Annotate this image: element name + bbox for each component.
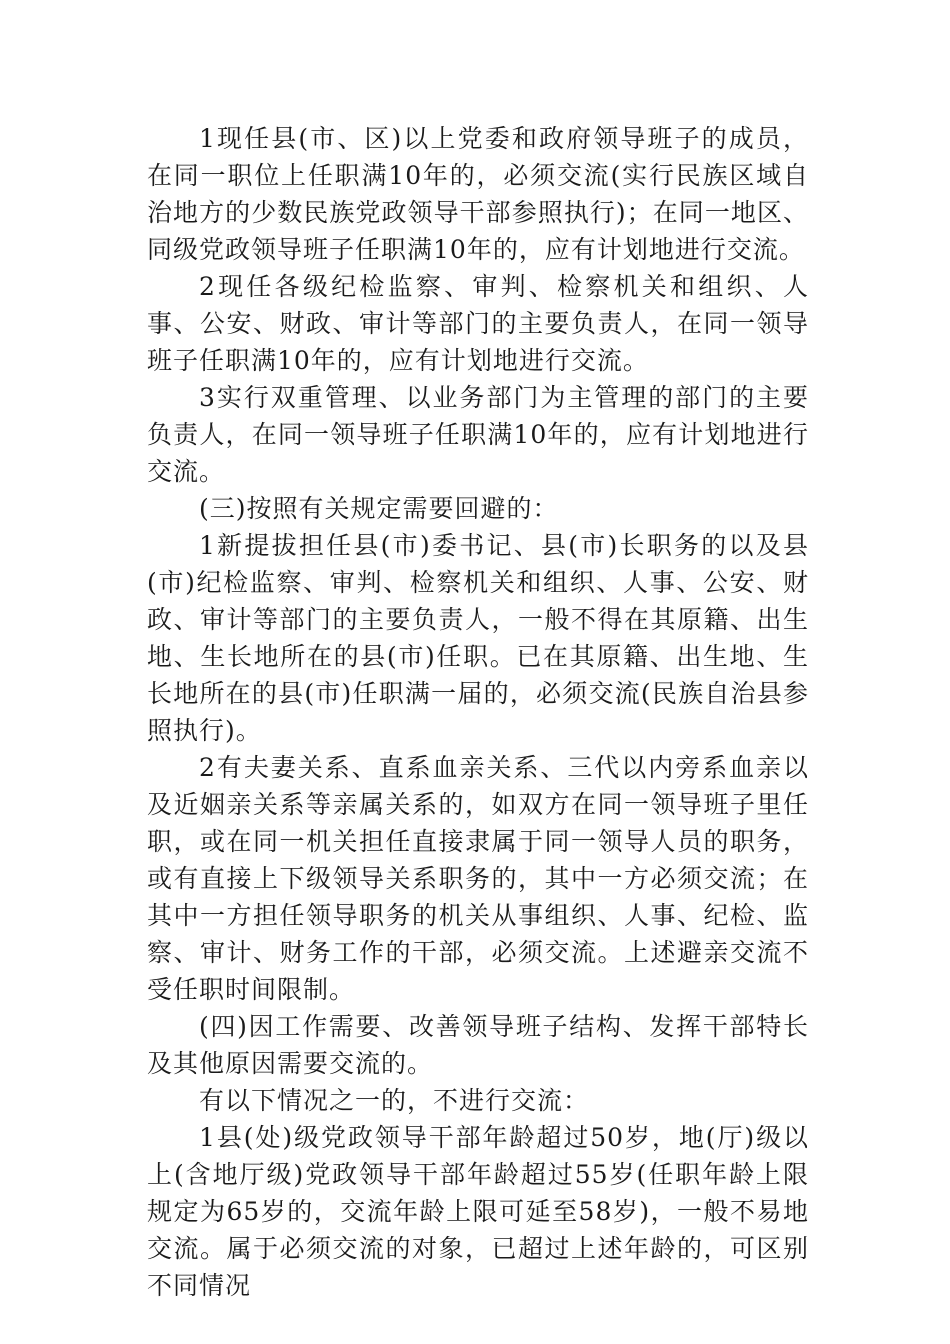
document-body xyxy=(147,120,809,1304)
paragraph-3: 3实行双重管理、以业务部门为主管理的部门的主要负责人，在同一领导班子任职满10年的，应有计划地进行交流。 xyxy=(147,383,809,486)
paragraph-2: 2现任各级纪检监察、审判、检察机关和组织、人事、公安、财政、审计等部门的主要负责人，在同一领导班子任职满10年的，应有计划地进行交流。 xyxy=(147,272,809,375)
paragraph-4: 1新提拔担任县(市)委书记、县(市)长职务的以及县(市)纪检监察、审判、检察机关和组织、人事、公安、财政、审计等部门的主要负责人，一般不得在其原籍、出生地、生长地所在的县(市)任职。已在其原籍、出生地、生长地所在的县(市)任职满一届的，必须交流(民族自治县参照执行)。 xyxy=(147,531,809,745)
section-heading-4: (四)因工作需要、改善领导班子结构、发挥干部特长及其他原因需要交流的。 xyxy=(147,1012,809,1078)
section-heading-3: (三)按照有关规定需要回避的： xyxy=(199,494,559,523)
paragraph-5: 2有夫妻关系、直系血亲关系、三代以内旁系血亲以及近姻亲关系等亲属关系的，如双方在同一领导班子里任职，或在同一机关担任直接隶属于同一领导人员的职务，或有直接上下级领导关系职务的，其中一方必须交流；在其中一方担任领导职务的机关从事组织、人事、纪检、监察、审计、财务工作的干部，必须交流。上述避亲交流不受任职时间限制。 xyxy=(147,753,809,1004)
paragraph-6: 有以下情况之一的，不进行交流： xyxy=(199,1086,590,1115)
paragraph-1: 1现任县(市、区)以上党委和政府领导班子的成员，在同一职位上任职满10年的，必须交流(实行民族区域自治地方的少数民族党政领导干部参照执行)；在同一地区、同级党政领导班子任职满10年的，应有计划地进行交流。 xyxy=(147,124,809,264)
paragraph-7: 1县(处)级党政领导干部年龄超过50岁，地(厅)级以上(含地厅级)党政领导干部年龄超过55岁(任职年龄上限规定为65岁的，交流年龄上限可延至58岁)，一般不易地交流。属于必须交流的对象，已超过上述年龄的，可区别不同情况 xyxy=(147,1123,809,1300)
